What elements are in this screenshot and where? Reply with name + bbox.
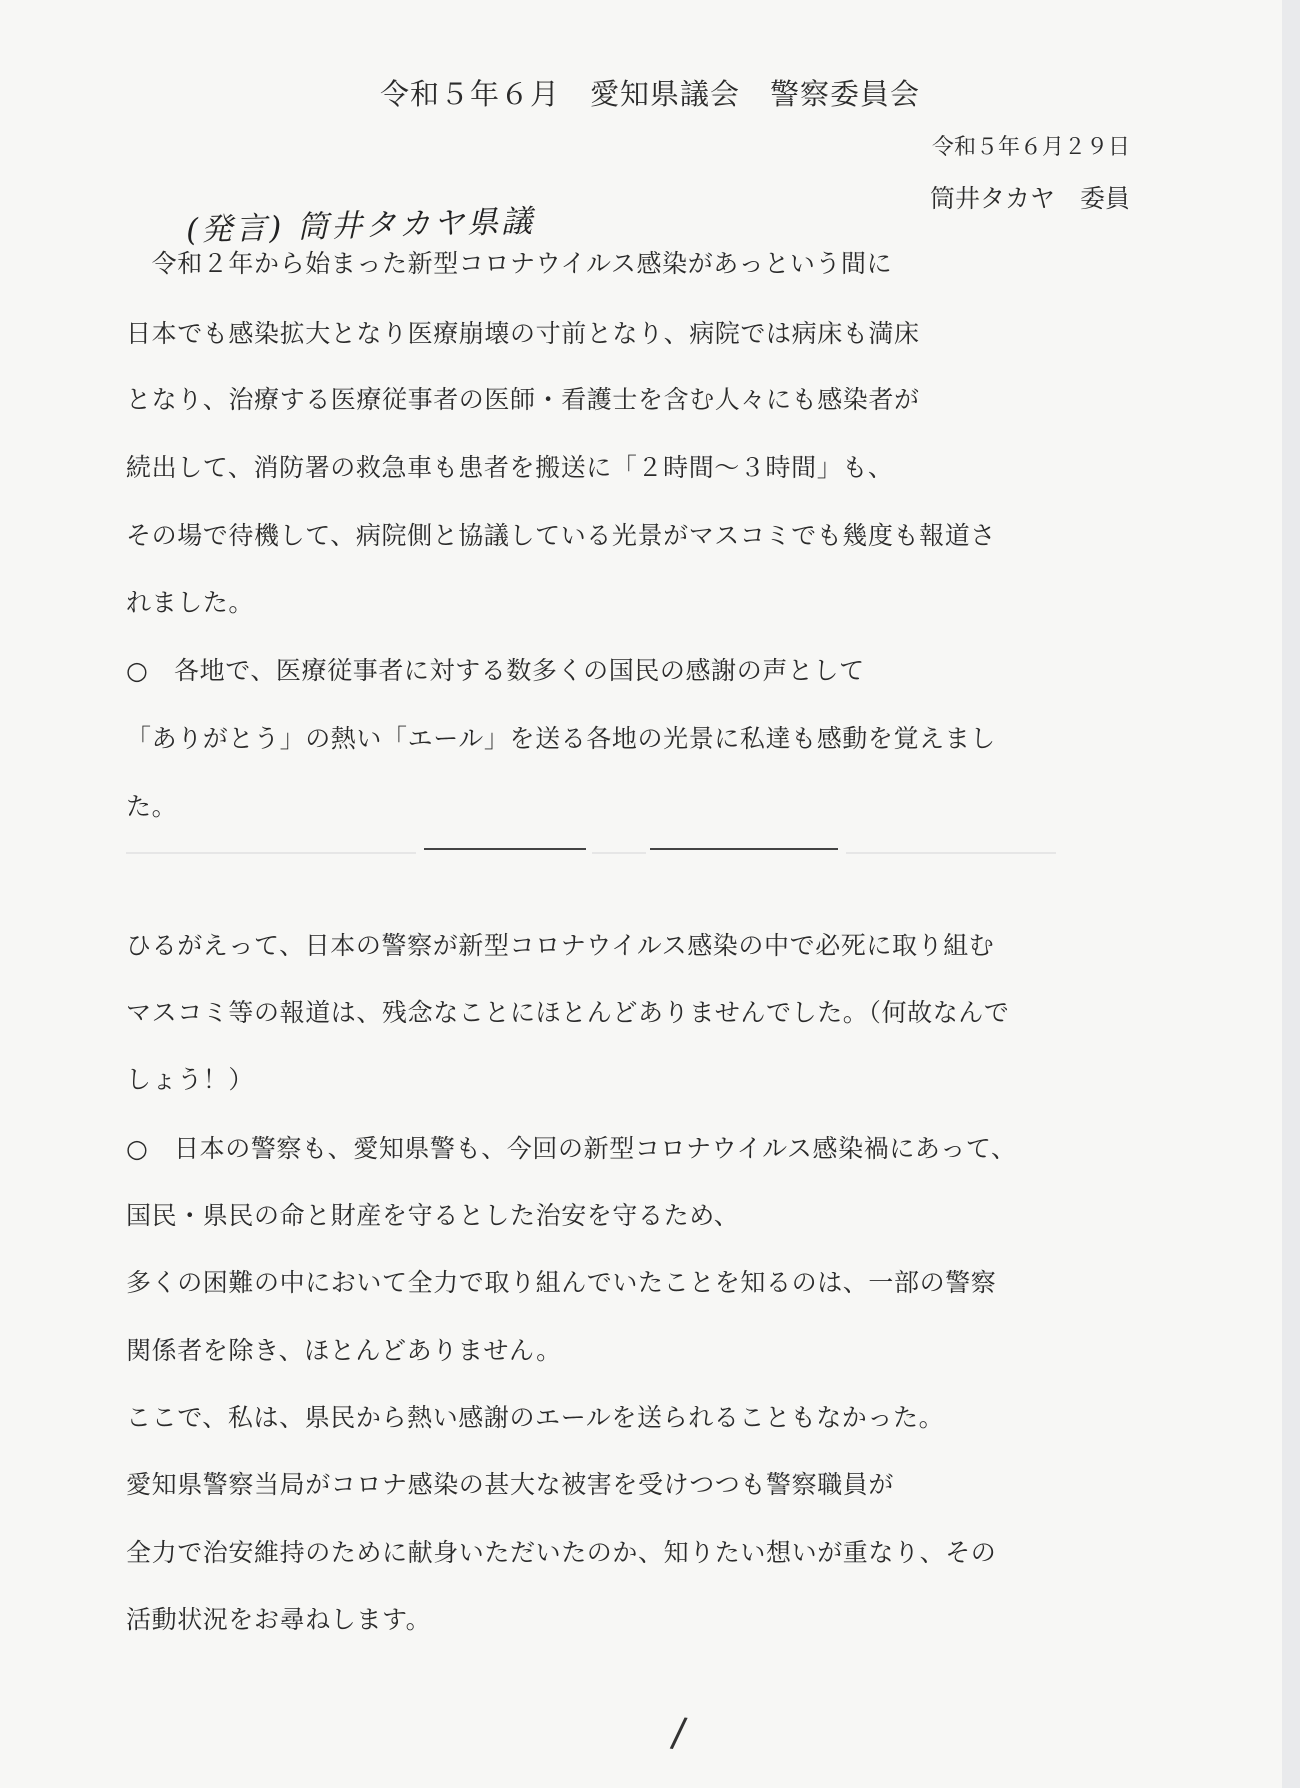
faint-divider [126, 852, 416, 854]
body-line: となり、治療する医療従事者の医師・看護士を含む人々にも感染者が [126, 385, 920, 414]
body-line: ひるがえって、日本の警察が新型コロナウイルス感染の中で必死に取り組む [126, 931, 995, 960]
body-line: 愛知県警察当局がコロナ感染の甚大な被害を受けつつも警察職員が [126, 1470, 895, 1499]
handwritten-note: (発言) 筒井タカヤ県議 [185, 203, 536, 249]
body-line: 国民・県民の命と財産を守るとした治安を守るため、 [126, 1201, 740, 1230]
body-line: た。 [126, 792, 178, 821]
body-line: ここで、私は、県民から熱い感謝のエールを送られることもなかった。 [126, 1403, 945, 1432]
page-mark: / [668, 1709, 689, 1757]
section-divider [650, 848, 838, 850]
body-line: 活動状況をお尋ねします。 [126, 1605, 432, 1634]
body-line: しょう！） [126, 1065, 255, 1094]
body-line: 全力で治安維持のために献身いただいたのか、知りたい想いが重なり、その [126, 1538, 997, 1567]
body-line: ○ 各地で、医療従事者に対する数多くの国民の感謝の声として [126, 656, 865, 685]
body-line: その場で待機して、病院側と協議している光景がマスコミでも幾度も報道さ [126, 521, 996, 550]
body-line: 関係者を除き、ほとんどありません。 [126, 1336, 562, 1365]
body-line: 続出して、消防署の救急車も患者を搬送に「２時間～３時間」も、 [126, 453, 894, 482]
committee-member: 筒井タカヤ 委員 [929, 184, 1130, 213]
document-title: 令和５年６月 愛知県議会 警察委員会 [379, 77, 920, 111]
faint-divider [846, 852, 1056, 854]
body-line: 「ありがとう」の熱い「エール」を送る各地の光景に私達も感動を覚えまし [126, 724, 996, 753]
document-date: 令和５年６月２９日 [931, 135, 1130, 160]
body-line: 多くの困難の中において全力で取り組んでいたことを知るのは、一部の警察 [126, 1268, 997, 1297]
faint-divider [592, 852, 646, 854]
section-divider [424, 848, 586, 850]
body-line: ○ 日本の警察も、愛知県警も、今回の新型コロナウイルス感染禍にあって、 [126, 1134, 1017, 1163]
body-line: マスコミ等の報道は、残念なことにほとんどありませんでした。（何故なんで [126, 998, 1010, 1027]
body-line: 日本でも感染拡大となり医療崩壊の寸前となり、病院では病床も満床 [126, 319, 920, 348]
body-line: れました。 [126, 588, 255, 617]
body-line: 令和２年から始まった新型コロナウイルス感染があっという間に [126, 249, 893, 278]
